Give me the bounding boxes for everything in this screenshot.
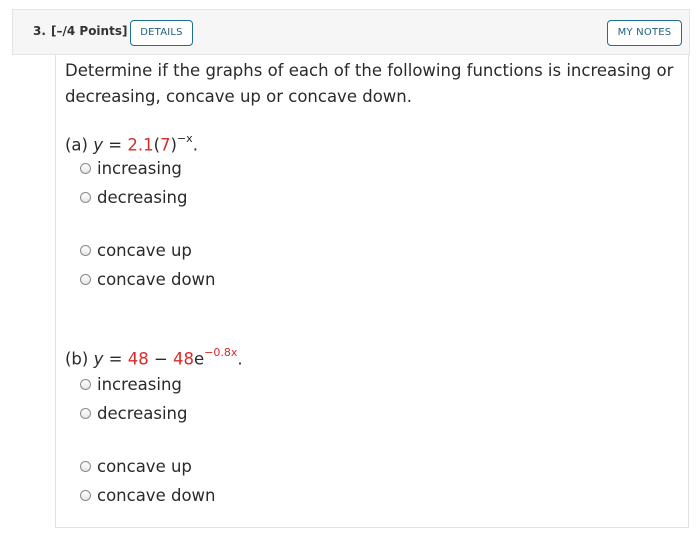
option-label: increasing: [97, 158, 182, 178]
part-b-const: 48: [127, 349, 149, 369]
part-b-option-concave-up[interactable]: [80, 456, 192, 476]
part-b-var: y: [93, 349, 104, 369]
part-b-label: (b): [65, 349, 89, 369]
radio-button[interactable]: [80, 379, 91, 390]
part-a-equals: =: [108, 135, 123, 155]
radio-button[interactable]: [80, 408, 91, 419]
option-label: decreasing: [97, 187, 188, 207]
part-b-option-increasing[interactable]: [80, 374, 182, 394]
details-button[interactable]: DETAILS: [130, 20, 193, 46]
part-b-end: .: [237, 349, 243, 369]
part-a-base-open: (: [153, 135, 161, 155]
part-a-coef: 2.1: [127, 135, 154, 155]
part-b-equation: [65, 348, 243, 369]
radio-button[interactable]: [80, 461, 91, 472]
radio-button[interactable]: [80, 192, 91, 203]
option-label: concave up: [97, 240, 192, 260]
option-label: decreasing: [97, 403, 188, 423]
part-a-label: (a): [65, 135, 88, 155]
option-label: increasing: [97, 374, 182, 394]
radio-button[interactable]: [80, 163, 91, 174]
question-number: 3.: [33, 24, 46, 38]
part-a-base: 7: [160, 135, 171, 155]
part-b-option-decreasing[interactable]: [80, 403, 188, 423]
radio-button[interactable]: [80, 245, 91, 256]
part-a-equation: [65, 134, 198, 155]
part-a-option-decreasing[interactable]: [80, 187, 188, 207]
part-a-end: .: [192, 135, 198, 155]
part-a-base-close: ): [170, 135, 177, 155]
part-b-exponent: −0.8x: [204, 346, 238, 359]
question-header: [12, 9, 690, 55]
question-prompt: Determine if the graphs of each of the following functions is increasing or decreasing, concave up or concave down.: [65, 61, 674, 106]
part-b-coef: 48: [173, 349, 195, 369]
part-a-option-concave-up[interactable]: [80, 240, 192, 260]
part-b-minus: −: [153, 349, 168, 369]
part-a-option-concave-down[interactable]: [80, 269, 216, 289]
question-points: [–/4 Points]: [51, 24, 128, 38]
part-b-e: e: [194, 349, 205, 369]
option-label: concave down: [97, 269, 216, 289]
option-label: concave up: [97, 456, 192, 476]
question-body: [55, 54, 689, 528]
my-notes-button[interactable]: MY NOTES: [607, 20, 682, 46]
radio-button[interactable]: [80, 490, 91, 501]
option-label: concave down: [97, 485, 216, 505]
part-a-exponent: −x: [176, 132, 193, 145]
part-a-var: y: [93, 135, 104, 155]
part-a-option-increasing[interactable]: [80, 158, 182, 178]
radio-button[interactable]: [80, 274, 91, 285]
part-b-equals: =: [108, 349, 123, 369]
part-b-option-concave-down[interactable]: [80, 485, 216, 505]
